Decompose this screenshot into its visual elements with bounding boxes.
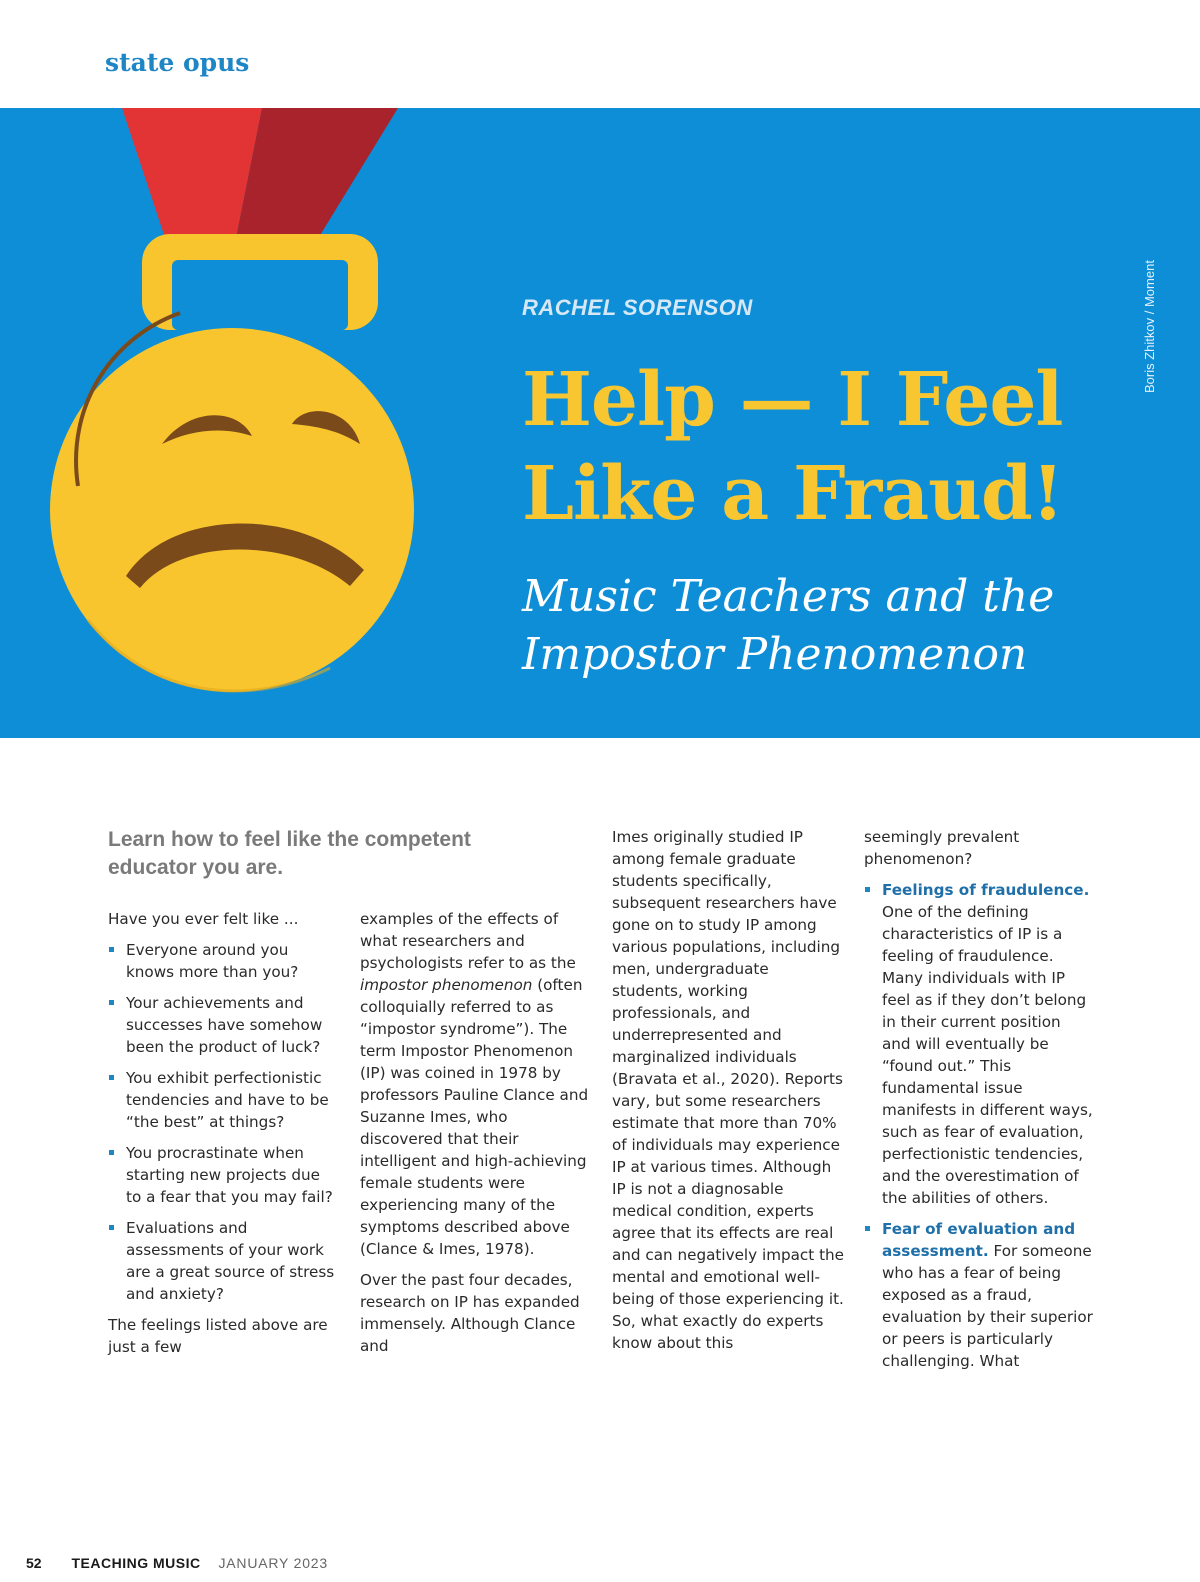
- list-item-lead: Feelings of fraudulence.: [882, 881, 1090, 899]
- sad-face-medal-icon: [0, 108, 460, 738]
- article-deck: Learn how to feel like the competent educator you are.: [108, 828, 471, 879]
- issue-date: JANUARY 2023: [218, 1555, 328, 1571]
- body-column-3: [612, 826, 844, 1363]
- list-item: [864, 1218, 1094, 1372]
- body-paragraph: The feelings listed above are just a few: [108, 1316, 328, 1356]
- list-item: You procrastinate when starting new projects due to a fear that you may fail?: [108, 1142, 336, 1208]
- page-number: 52: [26, 1555, 42, 1571]
- text-run: (often colloquially referred to as “impostor syndrome”). The term Impostor Phenomenon (IP) was coined in 1978 by professors Pauline Clance and Suzanne Imes, who discovered that their intelligent and high-achieving female students were experiencing many of the symptoms described above (Clance & Imes, 1978).: [360, 976, 589, 1258]
- list-item-text: One of the defining characteristics of IP is a feeling of fraudulence. Many individuals with IP feel as if they don’t belong in their current position and will eventually be “found out.” This fundamental issue manifests in different ways, such as fear of evaluation, perfectionistic tendencies, and the overestimation of the abilities of others.: [882, 903, 1093, 1207]
- characteristics-list: [864, 879, 1094, 1372]
- hero-banner: [0, 108, 1200, 738]
- list-item: Your achievements and successes have somehow been the product of luck?: [108, 992, 336, 1058]
- intro-paragraph: Have you ever felt like ...: [108, 910, 299, 928]
- text-run: examples of the effects of what researchers and psychologists refer to as the: [360, 910, 576, 972]
- list-item: [864, 879, 1094, 1209]
- headline-line-2: Like a Fraud!: [522, 451, 1064, 537]
- body-paragraph: Imes originally studied IP among female graduate students specifically, subsequent researchers have gone on to study IP among various populations, including men, undergraduate students, working professionals, and underrepresented and marginalized individuals (Bravata et al., 2020). Reports vary, but some researchers estimate that more than 70% of individuals may experience IP at various times. Although IP is not a diagnosable medical condition, experts agree that its effects are real and can negatively impact the mental and emotional well-being of those experiencing it. So, what exactly do experts know about this: [612, 828, 844, 1352]
- body-paragraph: Over the past four decades, research on IP has expanded immensely. Although Clance and: [360, 1271, 580, 1355]
- question-list: [108, 939, 336, 1305]
- author-byline: RACHEL SORENSON: [522, 295, 753, 320]
- body-column-1: [108, 908, 336, 1367]
- subhead-line-1: Music Teachers and the: [522, 571, 1055, 622]
- subhead-line-2: Impostor Phenomenon: [522, 629, 1028, 680]
- list-item: Evaluations and assessments of your work are a great source of stress and anxiety?: [108, 1217, 336, 1305]
- magazine-name: TEACHING MUSIC: [71, 1555, 201, 1571]
- body-column-4: [864, 826, 1094, 1381]
- article-headline: [522, 353, 1162, 541]
- page-footer: [26, 1555, 328, 1571]
- list-item: You exhibit perfectionistic tendencies and have to be “the best” at things?: [108, 1067, 336, 1133]
- list-item-lead: Fear of evaluation and assessment.: [882, 1220, 1076, 1260]
- body-paragraph: [360, 908, 590, 1260]
- body-paragraph: seemingly prevalent phenomenon?: [864, 828, 1020, 868]
- headline-line-1: Help — I Feel: [522, 357, 1063, 443]
- body-column-2: [360, 908, 590, 1366]
- list-item: Everyone around you knows more than you?: [108, 939, 336, 983]
- italic-term: impostor phenomenon: [360, 976, 533, 994]
- list-item-text: For someone who has a fear of being exposed as a fraud, evaluation by their superior or peers is particularly challenging. What: [882, 1242, 1093, 1370]
- photo-credit: Boris Zhitkov / Moment: [1142, 260, 1157, 393]
- section-tag: state opus: [105, 48, 250, 77]
- article-subhead: [522, 568, 1162, 684]
